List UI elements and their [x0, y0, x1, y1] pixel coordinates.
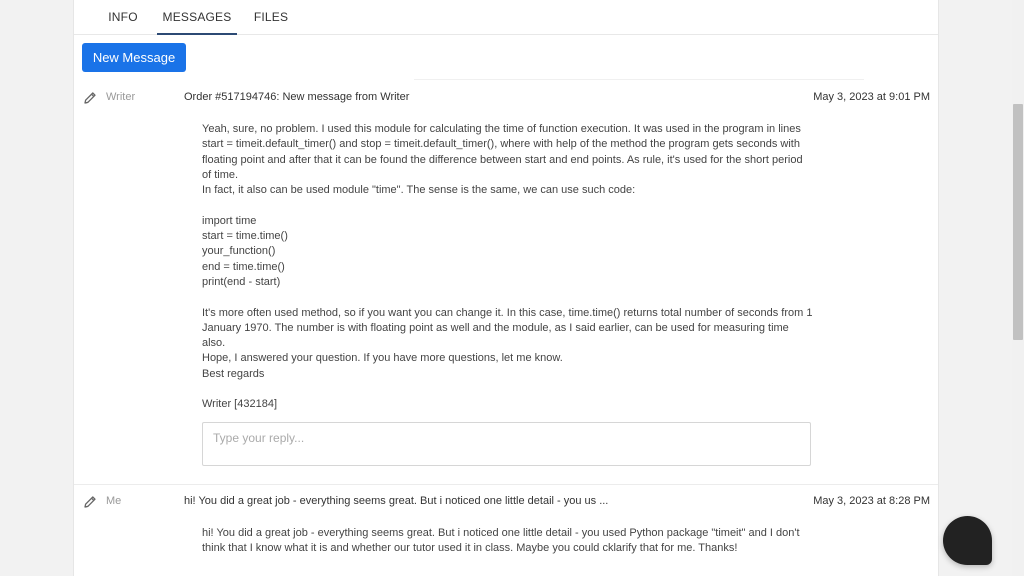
message-line	[202, 198, 814, 213]
tab-files[interactable]: FILES	[253, 10, 289, 24]
code-line: start = time.time()	[202, 230, 288, 243]
tab-bar	[74, 0, 939, 35]
message-line: Yeah, sure, no problem. I used this module for calculating the time of function execution. It was used in the program in lines start = timeit.default_timer() and stop = timeit.default_timer(), where with help of the method the program gets seconds with floating point and after that it can be found the difference between start and end points. As rule, it's used for the short period of time.	[202, 123, 803, 181]
message-author: Writer	[106, 91, 136, 103]
chat-bubble-button[interactable]	[943, 516, 992, 565]
message-subject[interactable]: Order #517194746: New message from Writer	[184, 91, 410, 103]
message-line: Hope, I answered your question. If you have more questions, let me know.	[202, 352, 563, 365]
message-line	[202, 382, 814, 397]
reply-input[interactable]	[202, 422, 811, 466]
scrollbar-thumb[interactable]	[1013, 104, 1023, 340]
message-subject[interactable]: hi! You did a great job - everything seems great. But i noticed one little detail - you us ...	[184, 495, 609, 507]
pencil-icon	[82, 494, 98, 510]
message-line: In fact, it also can be used module "time". The sense is the same, we can use such code:	[202, 184, 636, 197]
code-line: your_function()	[202, 245, 276, 258]
message-line	[202, 290, 814, 305]
message-date: May 3, 2023 at 9:01 PM	[813, 91, 930, 103]
message-line: It's more often used method, so if you want you can change it. In this case, time.time() returns total number of seconds from 1 January 1970. The number is with floating point as well and the module, as I said earlier, can be used for measuring time also.	[202, 306, 813, 350]
message-line: hi! You did a great job - everything seems great. But i noticed one little detail - you used Python package "timeit" and I don't think that I know what it is and whether our tutor used it in class. Maybe you could cklarify that for me. Thanks!	[202, 527, 800, 555]
code-line: print(end - start)	[202, 275, 281, 288]
tab-messages[interactable]: MESSAGES	[157, 0, 237, 35]
message-body	[202, 122, 814, 413]
message-author: Me	[106, 495, 122, 507]
pencil-icon	[82, 90, 98, 106]
code-line: end = time.time()	[202, 260, 285, 273]
message-item	[74, 484, 939, 576]
code-line: import time	[202, 214, 257, 227]
new-message-button[interactable]: New Message	[82, 43, 186, 72]
message-item	[74, 80, 939, 484]
message-line: Best regards	[202, 367, 265, 380]
message-signature: Writer [432184]	[202, 398, 278, 411]
order-panel	[73, 0, 939, 576]
message-body	[202, 526, 814, 557]
message-date: May 3, 2023 at 8:28 PM	[813, 495, 930, 507]
tab-info[interactable]: INFO	[108, 10, 138, 24]
